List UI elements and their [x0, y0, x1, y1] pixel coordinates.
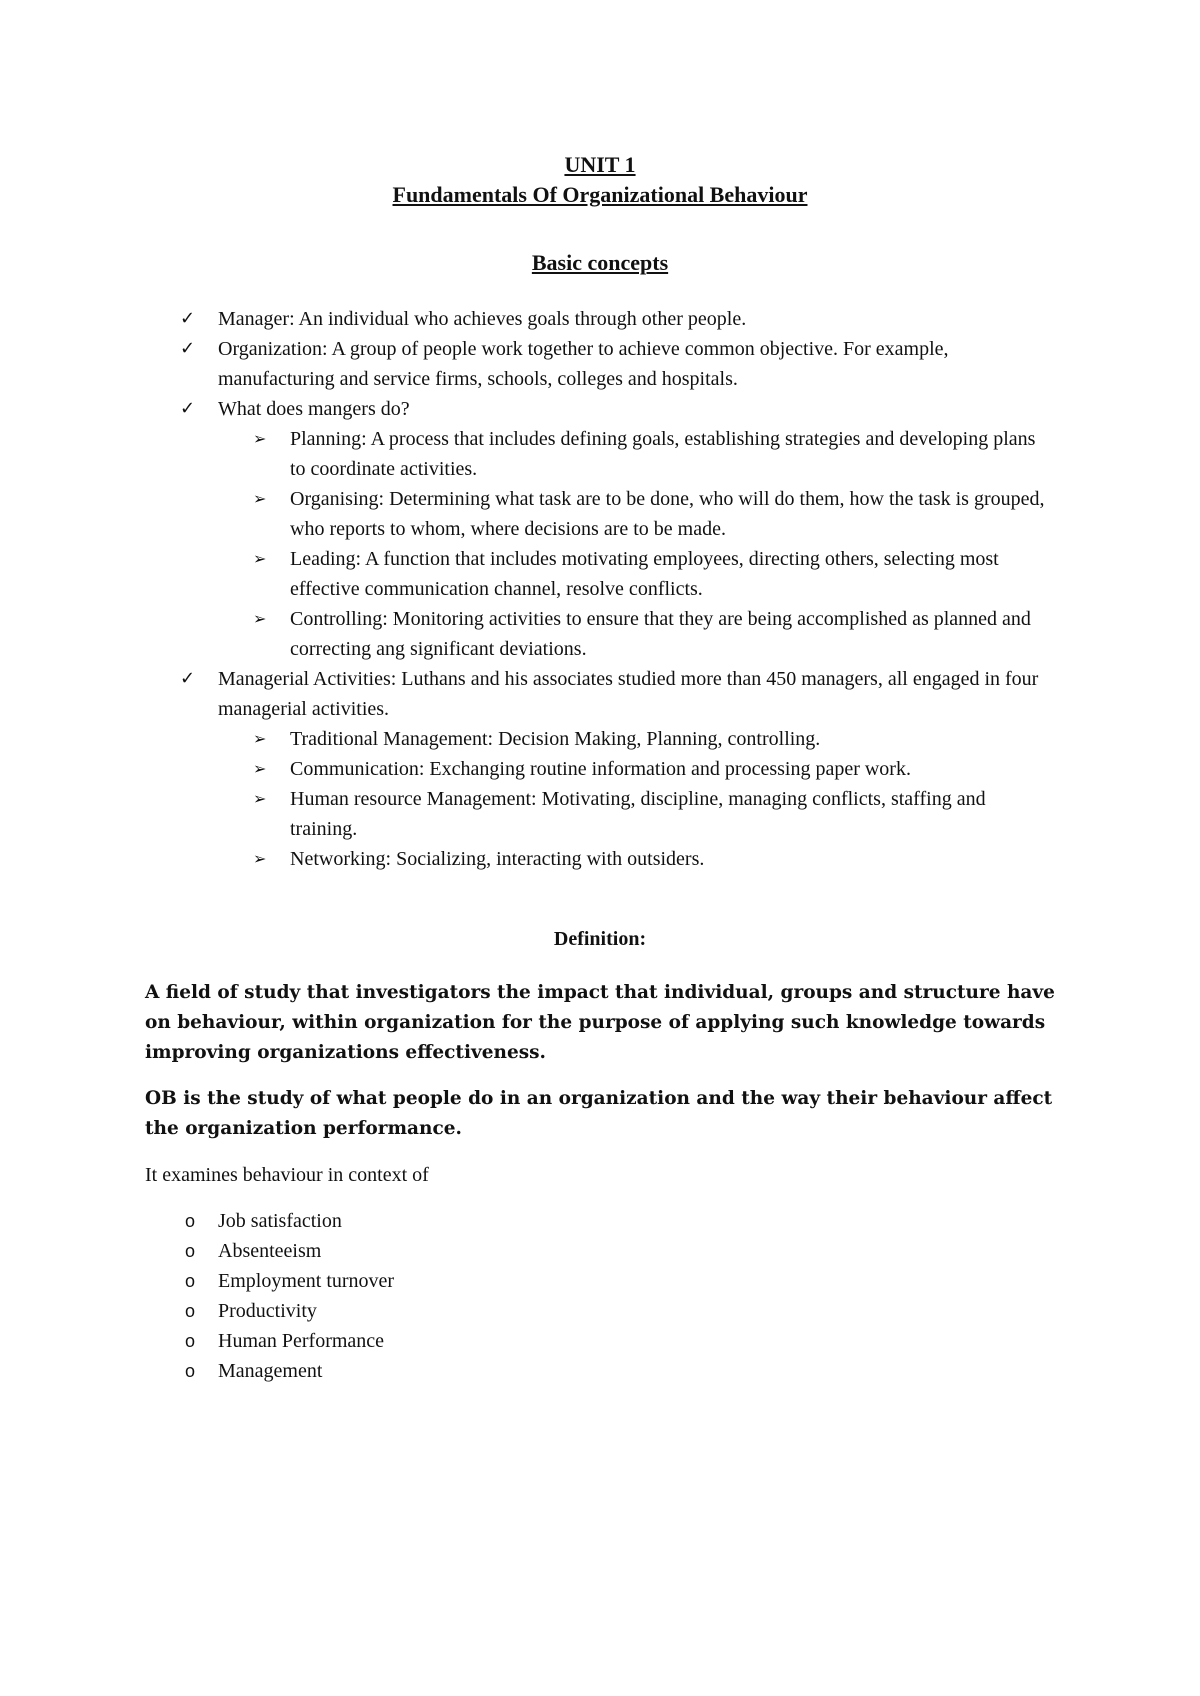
concept-item-text: Manager: An individual who achieves goals through other people.	[218, 308, 747, 330]
circle-bullet-icon: o	[185, 1361, 196, 1381]
circle-bullet-icon: o	[185, 1241, 196, 1261]
context-item-text: Employment turnover	[218, 1270, 395, 1292]
document-title: Fundamentals Of Organizational Behaviour	[392, 182, 808, 207]
concept-item-text: Managerial Activities: Luthans and his associates studied more than 450 managers, all engaged in four managerial activities.	[218, 668, 1039, 720]
context-item	[145, 1206, 1055, 1236]
sub-item-networking	[145, 844, 1055, 874]
sub-item-organising	[145, 484, 1055, 544]
concept-item-text: What does mangers do?	[218, 398, 410, 420]
arrow-bullet-icon: ➢	[253, 789, 267, 808]
circle-bullet-icon: o	[185, 1301, 196, 1321]
checkmark-icon: ✓	[180, 398, 196, 419]
circle-bullet-icon: o	[185, 1271, 196, 1291]
unit-title: UNIT 1	[564, 152, 636, 177]
concept-item-text: Organization: A group of people work together to achieve common objective. For example, manufacturing and service firms, schools, colleges and hospitals.	[218, 338, 949, 390]
concept-item-manager	[145, 304, 1055, 334]
context-item	[145, 1266, 1055, 1296]
definition-heading: Definition:	[553, 928, 647, 950]
context-item	[145, 1236, 1055, 1266]
context-item-text: Productivity	[218, 1300, 317, 1322]
examines-intro: It examines behaviour in context of	[145, 1164, 429, 1186]
sub-item-controlling	[145, 604, 1055, 664]
arrow-bullet-icon: ➢	[253, 549, 267, 568]
arrow-bullet-icon: ➢	[253, 429, 267, 448]
sub-item-human-resource	[145, 784, 1055, 844]
sub-item-text: Networking: Socializing, interacting with outsiders.	[290, 848, 705, 870]
checkmark-icon: ✓	[180, 338, 196, 359]
sub-item-text: Communication: Exchanging routine information and processing paper work.	[290, 758, 911, 780]
sub-item-text: Traditional Management: Decision Making, Planning, controlling.	[290, 728, 821, 750]
circle-bullet-icon: o	[185, 1211, 196, 1231]
concept-item-managerial-activities	[145, 664, 1055, 874]
concept-item-what-managers-do	[145, 394, 1055, 664]
context-item-text: Human Performance	[218, 1330, 385, 1352]
sub-item-text: Human resource Management: Motivating, discipline, managing conflicts, staffing and training.	[290, 788, 986, 840]
sub-item-text: Controlling: Monitoring activities to ensure that they are being accomplished as planned and correcting ang significant deviations.	[290, 608, 1031, 660]
arrow-bullet-icon: ➢	[253, 729, 267, 748]
context-item-text: Management	[218, 1360, 323, 1382]
sub-item-traditional-management	[145, 724, 1055, 754]
context-item-text: Absenteeism	[218, 1240, 322, 1262]
managerial-activities-list	[218, 724, 1055, 874]
sub-item-text: Planning: A process that includes defining goals, establishing strategies and developing plans to coordinate activities.	[290, 428, 1036, 480]
context-item-text: Job satisfaction	[218, 1210, 342, 1232]
checkmark-icon: ✓	[180, 308, 196, 329]
arrow-bullet-icon: ➢	[253, 609, 267, 628]
definition-paragraph: A field of study that investigators the impact that individual, groups and structure have on behaviour, within organization for the purpose of applying such knowledge towards improving organizations effectiveness.	[145, 982, 1055, 1063]
context-item	[145, 1296, 1055, 1326]
arrow-bullet-icon: ➢	[253, 759, 267, 778]
sub-item-communication	[145, 754, 1055, 784]
arrow-bullet-icon: ➢	[253, 489, 267, 508]
sub-item-text: Leading: A function that includes motivating employees, directing others, selecting most effective communication channel, resolve conflicts.	[290, 548, 999, 600]
sub-item-text: Organising: Determining what task are to be done, who will do them, how the task is grouped, who reports to whom, where decisions are to be made.	[290, 488, 1045, 540]
basic-concepts-list	[145, 304, 1055, 874]
concept-item-organization	[145, 334, 1055, 394]
circle-bullet-icon: o	[185, 1331, 196, 1351]
manager-functions-list	[218, 424, 1055, 664]
arrow-bullet-icon: ➢	[253, 849, 267, 868]
context-item	[145, 1356, 1055, 1386]
context-list	[145, 1206, 1055, 1386]
context-item	[145, 1326, 1055, 1356]
sub-item-planning	[145, 424, 1055, 484]
sub-item-leading	[145, 544, 1055, 604]
ob-summary-paragraph: OB is the study of what people do in an organization and the way their behaviour affect the organization performance.	[145, 1088, 1053, 1139]
checkmark-icon: ✓	[180, 668, 196, 689]
basic-concepts-heading: Basic concepts	[531, 250, 669, 275]
